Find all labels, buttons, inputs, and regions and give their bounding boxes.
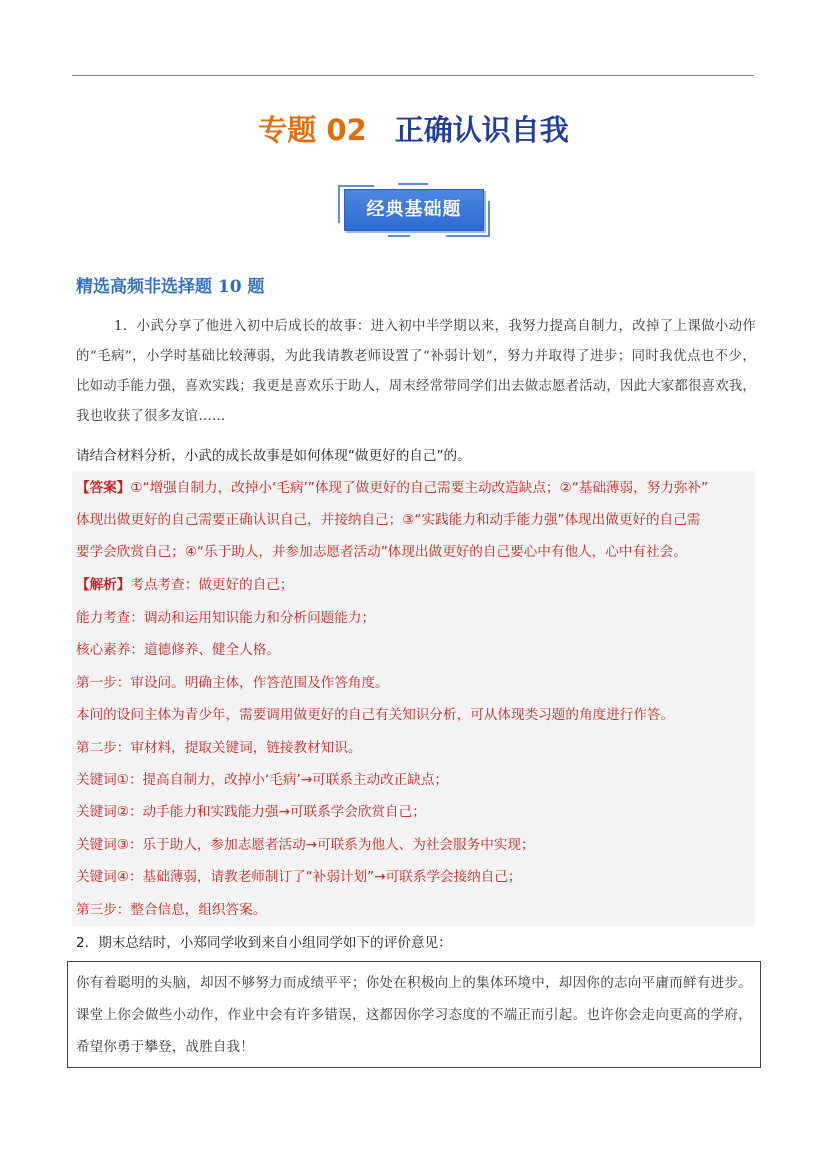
analysis-line: 第三步：整合信息，组织答案。 xyxy=(76,902,267,918)
analysis-line: 【解析】考点考查：做更好的自己； xyxy=(76,577,294,593)
section-badge xyxy=(338,183,490,237)
question-1-ask: 请结合材料分析，小武的成长故事是如何体现“做更好的自己”的。 xyxy=(76,448,471,464)
title-prefix: 专题 02 xyxy=(258,113,367,147)
question-1-material: 1．小武分享了他进入初中后成长的故事：进入初中半学期以来，我努力提高自制力，改掉了上课做小动作的“毛病”，小学时基础比较薄弱，为此我请教老师设置了“补弱计划”，努力并取得了进步；同时我优点也不少，比如动手能力强，喜欢实践；我更是喜欢乐于助人，周末经常带同学们出去做志愿者活动，因此大家都很喜欢我，我也收获了很多友谊…… xyxy=(76,319,756,424)
analysis-tag: 【解析】 xyxy=(76,577,131,593)
analysis-line: 关键词①：提高自制力，改掉小‘毛病’→可联系主动改正缺点； xyxy=(76,772,449,788)
question-2-stem: 2．期末总结时，小郑同学收到来自小组同学如下的评价意见： xyxy=(76,935,452,951)
analysis-line: 关键词④：基础薄弱，请教老师制订了“补弱计划”→可联系学会接纳自己； xyxy=(76,869,522,885)
comment-box xyxy=(67,961,761,1068)
section-heading: 精选高频非选择题 10 题 xyxy=(76,277,265,297)
header-rule xyxy=(72,75,754,76)
page-title xyxy=(0,108,827,152)
answer-line: 【答案】①“增强自制力，改掉小‘毛病’”体现了做更好的自己需要主动改造缺点；②“基础薄弱，努力弥补” xyxy=(76,480,709,496)
analysis-line: 关键词②：动手能力和实践能力强→可联系学会欣赏自己； xyxy=(76,804,426,820)
answer-tag: 【答案】 xyxy=(76,480,131,496)
analysis-line: 本问的设问主体为青少年，需要调用做更好的自己有关知识分析，可从体现类习题的角度进行作答。 xyxy=(76,707,675,723)
analysis-line: 关键词③：乐于助人，参加志愿者活动→可联系为他人、为社会服务中实现； xyxy=(76,837,535,853)
answer-line: 体现出做更好的自己需要正确认识自己，并接纳自己；③“实践能力和动手能力强”体现出做更好的自己需 xyxy=(76,512,701,528)
comment-text: 你有着聪明的头脑，却因不够努力而成绩平平；你处在积极向上的集体环境中，却因你的志向平庸而鲜有进步。课堂上你会做些小动作，作业中会有许多错误，这都因你学习态度的不端正而引起。也许你会走向更高的学府，希望你勇于攀登，战胜自我！ xyxy=(76,976,752,1055)
title-main: 正确认识自我 xyxy=(394,113,569,147)
answer-analysis-box xyxy=(72,471,755,926)
analysis-line: 第一步：审设问。明确主体，作答范围及作答角度。 xyxy=(76,675,389,691)
analysis-line: 核心素养：道德修养、健全人格。 xyxy=(76,642,280,658)
analysis-line: 能力考查：调动和运用知识能力和分析问题能力； xyxy=(76,610,376,626)
badge-label: 经典基础题 xyxy=(344,189,484,231)
analysis-line: 第二步：审材料，提取关键词，链接教材知识。 xyxy=(76,740,362,756)
answer-line: 要学会欣赏自己；④“乐于助人，并参加志愿者活动”体现出做更好的自己要心中有他人，心中有社会。 xyxy=(76,544,687,560)
